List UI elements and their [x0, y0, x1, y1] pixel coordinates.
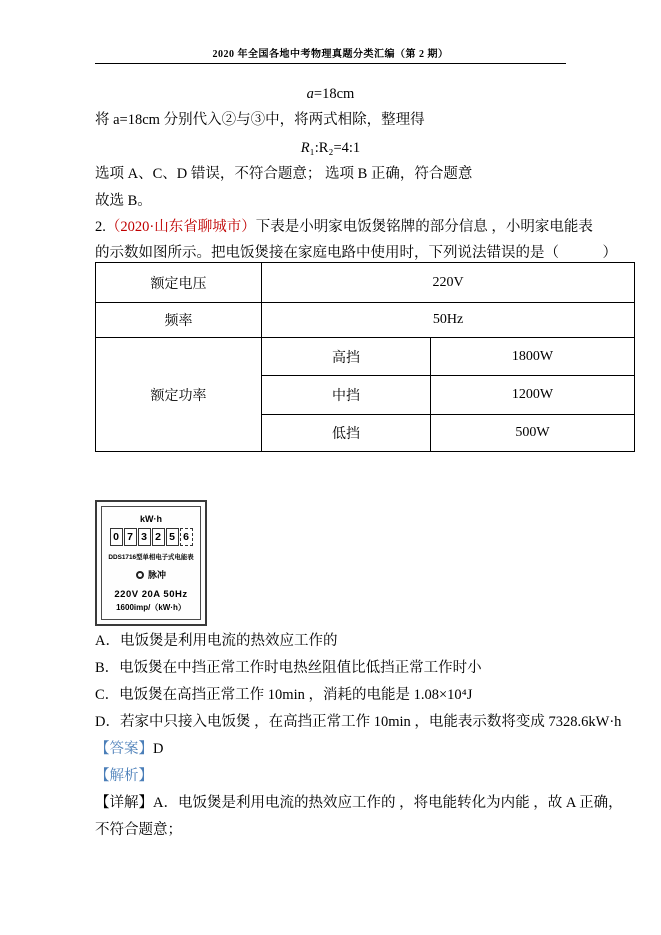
spec-label-rated-power: 额定功率 [96, 338, 262, 452]
answer-bracket-label: 【答案】 [95, 741, 153, 757]
energy-meter-figure [95, 500, 207, 626]
energy-meter-panel [101, 506, 201, 620]
formula-a-value: a=18cm [306, 86, 355, 102]
question2-stem-line1 [95, 217, 593, 237]
rice-cooker-nameplate-table [95, 262, 635, 452]
meter-digit: 0 [110, 528, 123, 546]
detail-text-line1: A．电饭煲是利用电流的热效应工作的 ，将电能转化为内能 ，故 A 正确， [153, 795, 623, 811]
answer-line [95, 739, 575, 759]
analysis-bracket-label: 【解析】 [95, 768, 153, 784]
spec-value-voltage: 220V [262, 263, 635, 303]
option-c-text: 电饭煲在高挡正常工作 10min ，消耗的电能是 1.08×10⁴J [119, 687, 473, 703]
solution-choose-line: 故选 B。 [95, 193, 152, 209]
meter-model-label: DDS1716型单相电子式电能表 [108, 554, 194, 561]
meter-digit-register [110, 528, 193, 546]
spec-label-voltage: 额定电压 [96, 263, 262, 303]
power-value-mid: 1200W [431, 376, 635, 415]
option-d-text: 若家中只接入电饭煲 ，在高挡正常工作 10min ，电能表示数将变成 7328.6kW·h [119, 714, 622, 730]
option-d-label: D． [95, 714, 120, 730]
option-b-label: B． [95, 660, 120, 676]
meter-digit: 7 [124, 528, 137, 546]
solution-substitute-line: 将 a=18cm 分别代入②与③中，将两式相除，整理得 [95, 112, 425, 128]
question-number: 2. [95, 219, 106, 235]
power-gear-low: 低挡 [262, 415, 431, 452]
detail-bracket-label: 【详解】 [95, 795, 153, 811]
meter-specs-line2: 1600imp/（kW·h） [116, 603, 186, 612]
power-gear-mid: 中挡 [262, 376, 431, 415]
power-value-high: 1800W [431, 338, 635, 376]
meter-digit: 5 [166, 528, 179, 546]
question2-stem-line2: 的示数如图所示。把电饭煲接在家庭电路中使用时，下列说法错误的是（ ） [95, 245, 617, 261]
meter-digit: 2 [152, 528, 165, 546]
pulse-label: 脉冲 [147, 570, 166, 580]
option-a-label: A． [95, 633, 120, 649]
option-c [95, 685, 575, 705]
option-b [95, 658, 575, 678]
meter-digit: 3 [138, 528, 151, 546]
meter-specs-line1: 220V 20A 50Hz [114, 589, 188, 600]
option-d [95, 712, 622, 732]
option-a-text: 电饭煲是利用电流的热效应工作的 [119, 633, 338, 649]
meter-pulse-row [136, 568, 166, 581]
question-source: （2020·山东省聊城市） [105, 219, 256, 235]
header-divider [95, 63, 566, 64]
meter-unit-label: kW·h [140, 514, 162, 524]
option-a [95, 631, 575, 651]
option-c-label: C． [95, 687, 120, 703]
answer-value: D [153, 741, 164, 757]
spec-value-frequency: 50Hz [262, 303, 635, 338]
analysis-line [95, 766, 575, 786]
power-value-low: 500W [431, 415, 635, 452]
spec-label-frequency: 频率 [96, 303, 262, 338]
page-header-title: 2020 年全国各地中考物理真题分类汇编（第 2 期） [212, 49, 449, 60]
detail-line2: 不符合题意； [95, 822, 182, 838]
pulse-indicator-icon [136, 571, 144, 579]
power-gear-high: 高挡 [262, 338, 431, 376]
meter-digit-decimal: 6 [180, 528, 193, 546]
formula-resistance-ratio: R₁:R₂=4:1 [300, 140, 361, 156]
solution-judgement-line: 选项 A、C、D 错误，不符合题意； 选项 B 正确，符合题意 [95, 166, 473, 182]
detail-line1 [95, 793, 623, 813]
option-b-text: 电饭煲在中挡正常工作时电热丝阻值比低挡正常工作时小 [119, 660, 482, 676]
question-stem-text: 下表是小明家电饭煲铭牌的部分信息 ，小明家电能表 [255, 219, 593, 235]
